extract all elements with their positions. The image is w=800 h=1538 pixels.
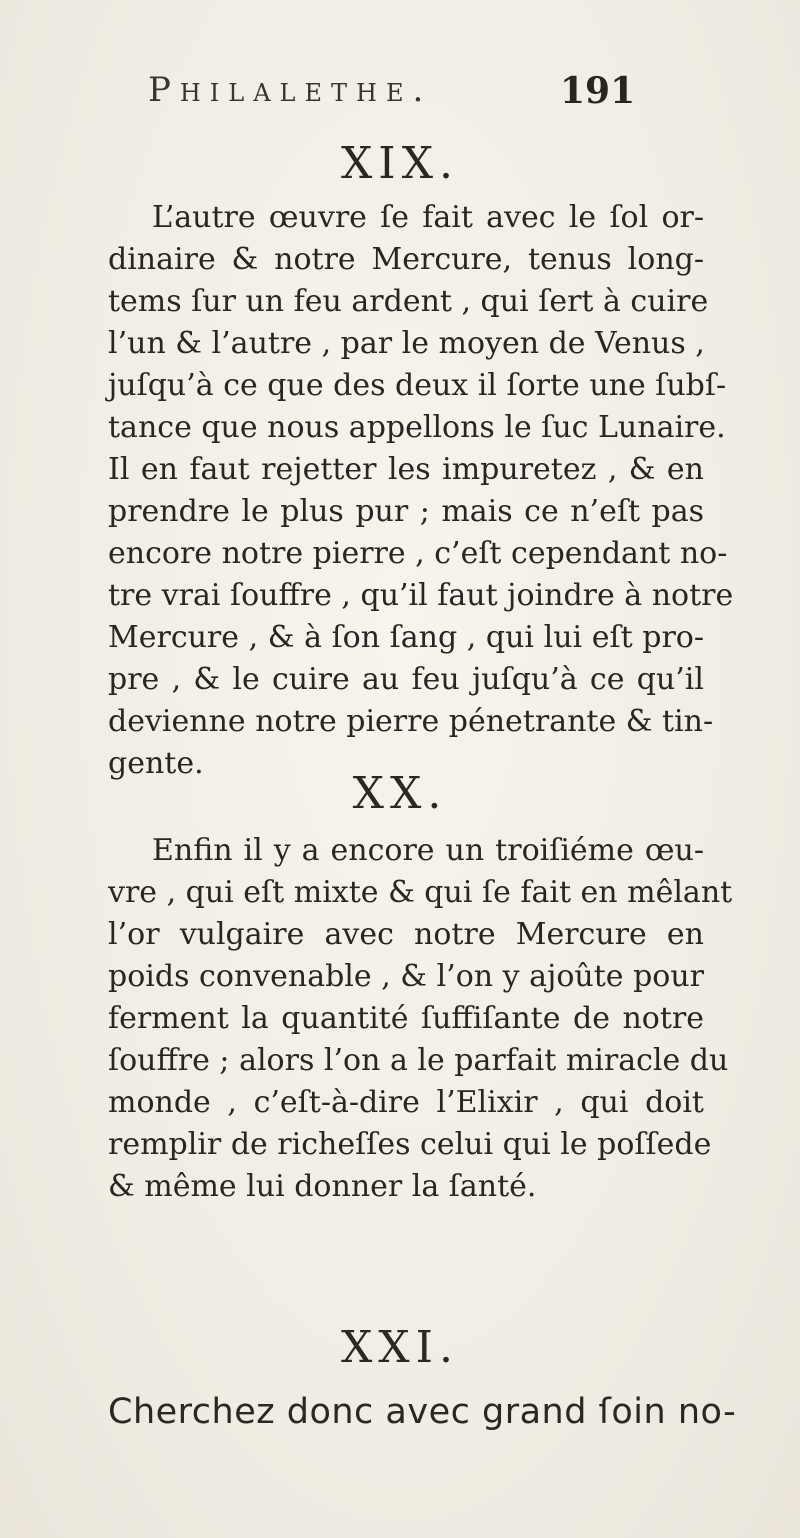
- text-line: dinaire & notre Mercure, tenus long-: [108, 242, 704, 277]
- text-line: & même lui donner la ſanté.: [108, 1169, 537, 1204]
- section-heading-xx: XX.: [352, 768, 448, 819]
- text-line: remplir de richeſſes celui qui le poſſede: [108, 1127, 712, 1162]
- text-line: tre vrai ſouffre , qu’il faut joindre à notre: [108, 578, 734, 613]
- text-line: l’or vulgaire avec notre Mercure en: [108, 917, 704, 952]
- text-line: l’un & l’autre , par le moyen de Venus ,: [108, 326, 705, 361]
- text-line: gente.: [108, 746, 204, 781]
- text-line: ſouffre ; alors l’on a le parfait miracle du: [108, 1043, 729, 1078]
- paragraph-xx: [108, 830, 733, 1208]
- section-heading-xxi: XXI.: [340, 1322, 459, 1373]
- text-line: L’autre œuvre ſe fait avec le ſol or-: [152, 200, 704, 235]
- page-number: 191: [560, 70, 636, 112]
- running-head: [0, 70, 800, 120]
- text-line: ferment la quantité ſuffiſante de notre: [108, 1001, 704, 1036]
- text-line: devienne notre pierre pénetrante & tin-: [108, 704, 714, 739]
- running-title: Philalethe.: [148, 70, 433, 110]
- text-line: juſqu’à ce que des deux il ſorte une ſubſ-: [108, 368, 727, 403]
- text-line: pre , & le cuire au feu juſqu’à ce qu’il: [108, 662, 704, 697]
- text-line: tance que nous appellons le ſuc Lunaire.: [108, 410, 726, 445]
- text-line: tems ſur un feu ardent , qui ſert à cuire: [108, 284, 709, 319]
- paragraph-xix: [108, 197, 734, 785]
- section-heading-xix: XIX.: [340, 138, 459, 189]
- text-line: poids convenable , & l’on y ajoûte pour: [108, 959, 704, 994]
- text-line: Mercure , & à ſon ſang , qui lui eſt pro-: [108, 620, 704, 655]
- text-line: monde , c’eſt-à-dire l’Elixir , qui doit: [108, 1085, 704, 1120]
- text-line: encore notre pierre , c’eſt cependant no-: [108, 536, 728, 571]
- text-line: vre , qui eſt mixte & qui ſe fait en mêlant: [108, 875, 733, 910]
- text-line: Enfin il y a encore un troiſiéme œu-: [152, 833, 704, 868]
- text-line: Cherchez donc avec grand ſoin no-: [108, 1392, 737, 1432]
- text-line: prendre le plus pur ; mais ce n’eſt pas: [108, 494, 704, 529]
- text-line: Il en faut rejetter les impuretez , & en: [108, 452, 704, 487]
